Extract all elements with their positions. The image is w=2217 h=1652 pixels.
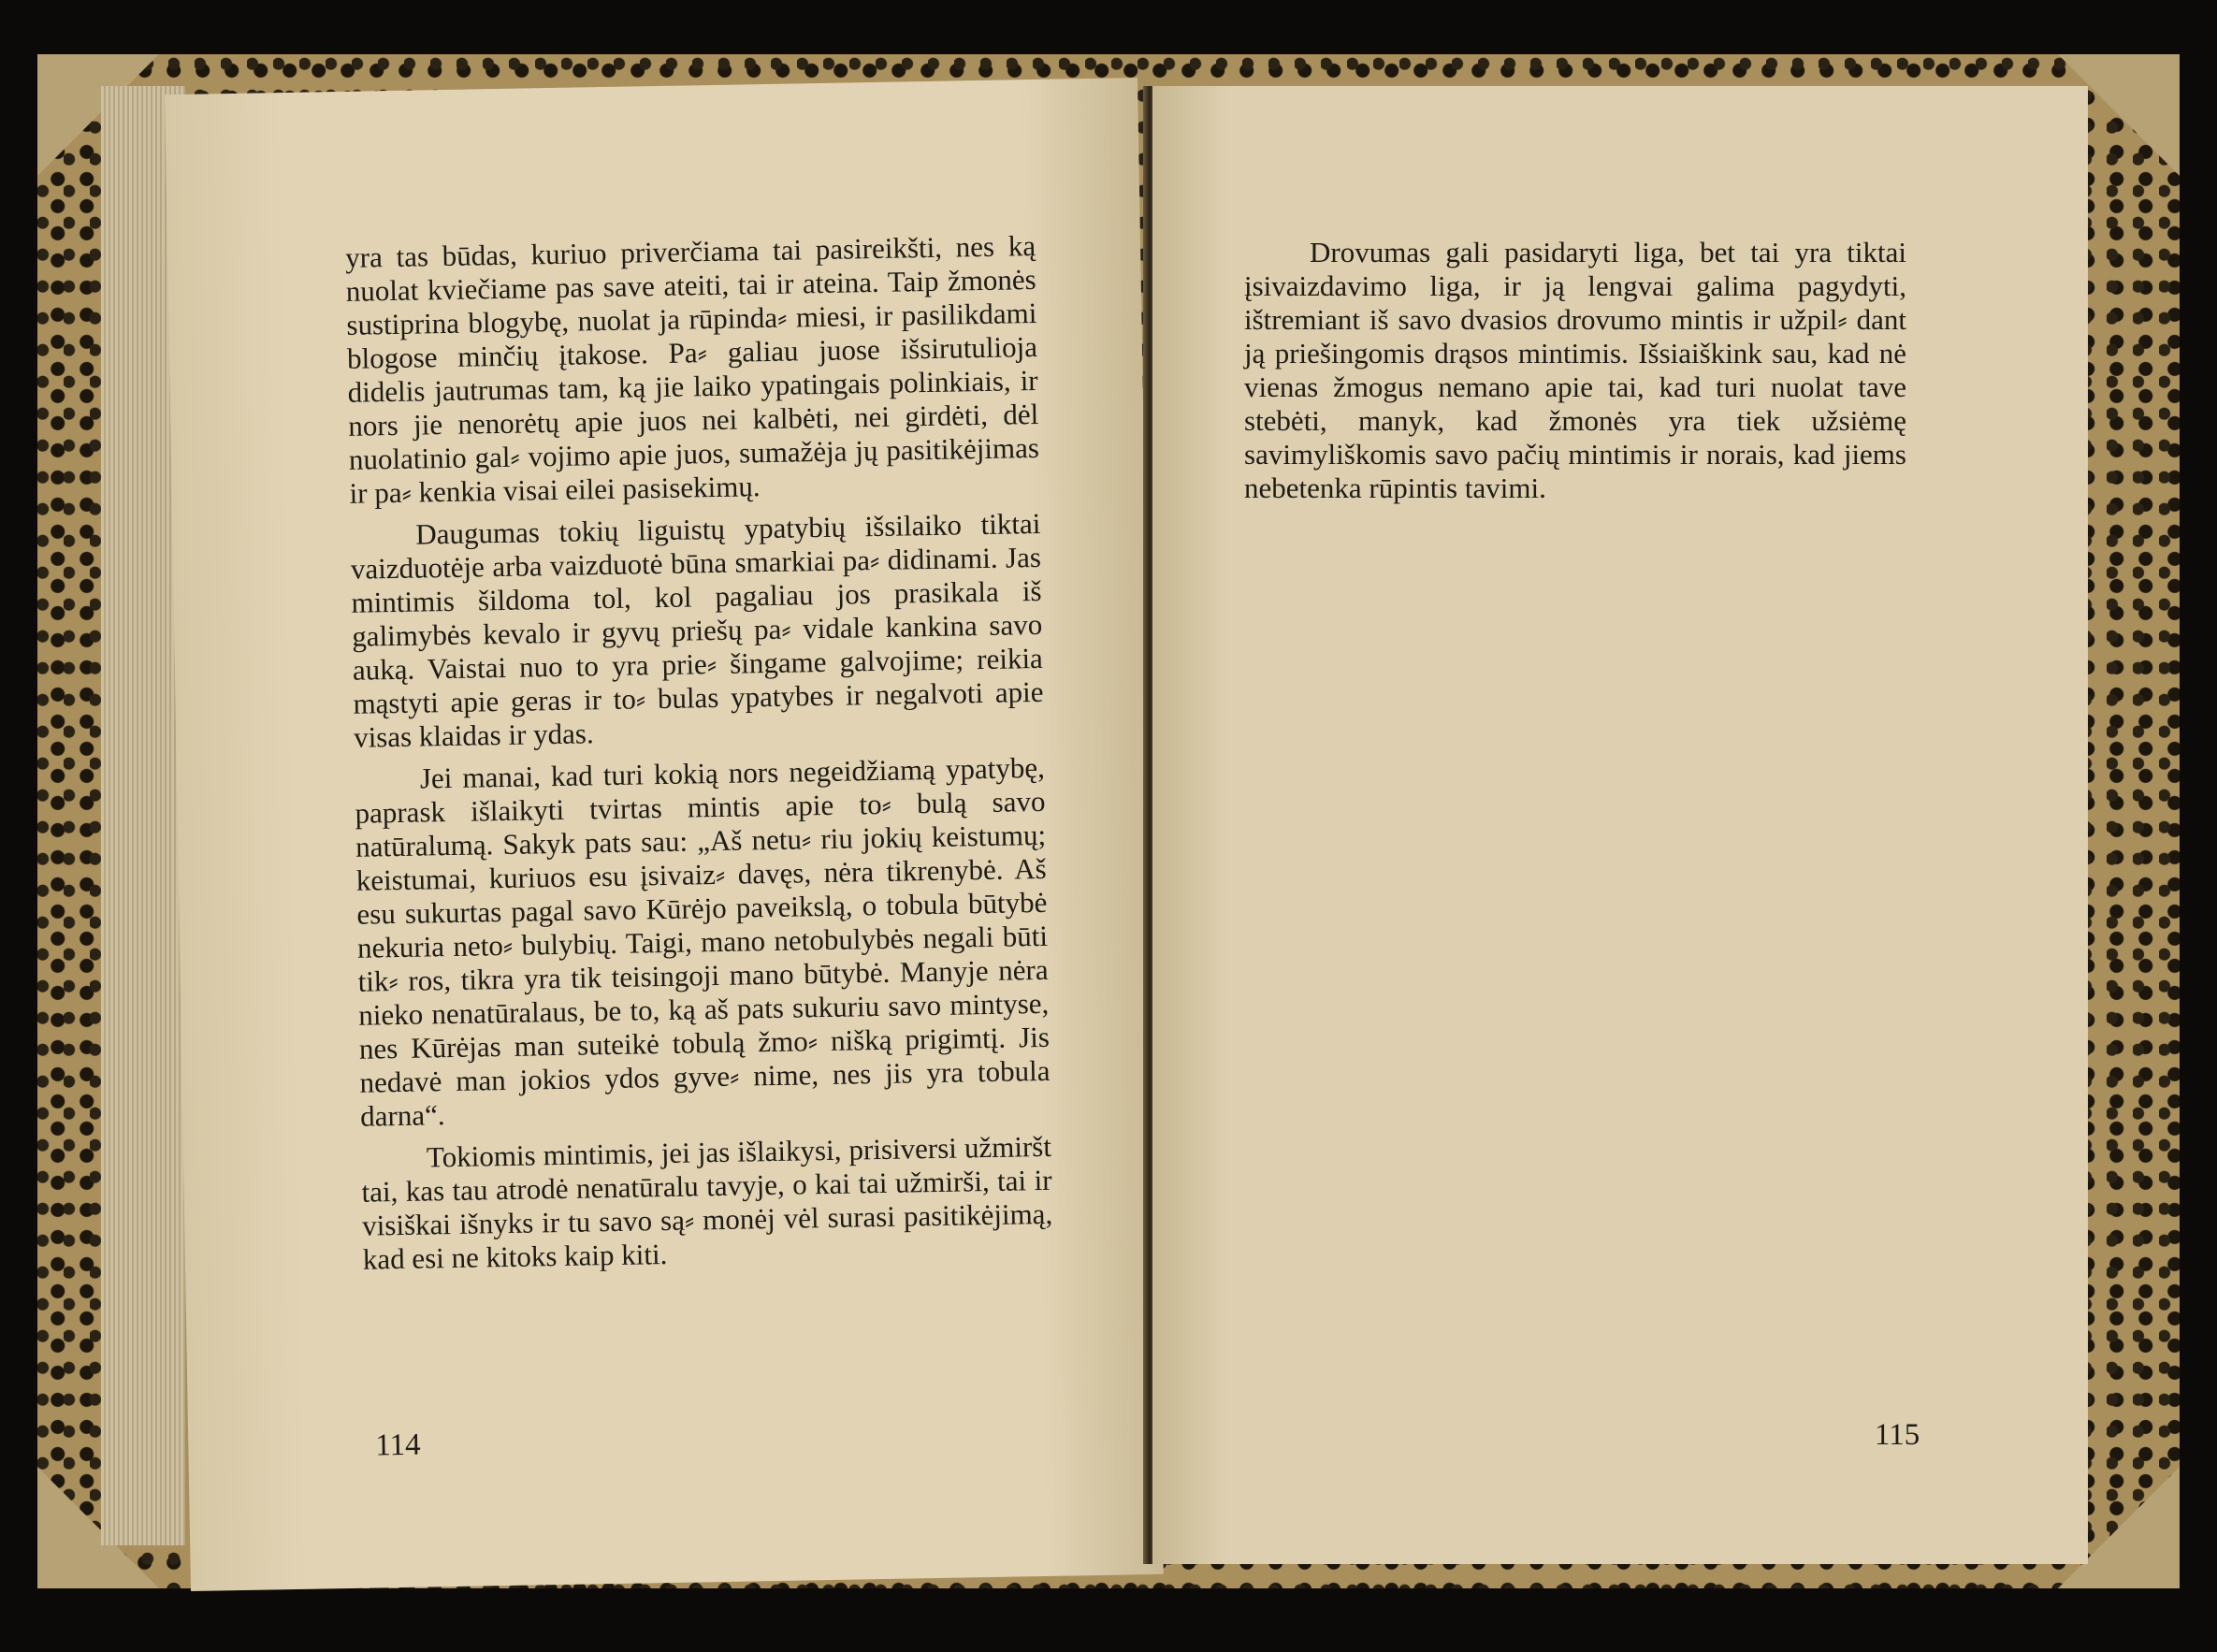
left-page-text (345, 229, 1053, 1285)
paragraph: Daugumas tokių liguistų ypatybių išsilaiko tiktai vaizduotėje arba vaizduotė būna smarkiai pa⸗ didinami. Jas mintimis šildoma tol, kol pagaliau jos prasikala iš galimybės kevalo ir gyvų priešų pa⸗ vidale kankina savo auką. Vaistai nuo to yra prie⸗ šingame galvojime; reikia mąstyti apie geras ir to⸗ bulas ypatybes ir negalvoti apie visas klaidas ir ydas. (350, 506, 1044, 754)
paragraph: Drovumas gali pasidaryti liga, bet tai yra tiktai įsivaizdavimo liga, ir ją lengvai galima pagydyti, ištremiant iš savo dvasios drovumo mintis ir užpil⸗ dant ją priešingomis drąsos mintimis. Išsiaiškink sau, kad nė vienas žmogus nemano apie tai, kad turi nuolat tave stebėti, manyk, kad žmonės yra tiek užsiėmę savimyliškomis savo pačių mintimis ir norais, kad jiems nebetenka rūpintis tavimi. (1244, 236, 1906, 504)
paragraph: Jei manai, kad turi kokią nors negeidžiamą ypatybę, paprask išlaikyti tvirtas mintis apie to⸗ bulą savo natūralumą. Sakyk pats sau: „Aš netu⸗ riu jokių keistumų; keistumai, kuriuos esu įsivaiz⸗ davęs, nėra tikrenybė. Aš esu sukurtas pagal savo Kūrėjo paveikslą, o tobula būtybė nekuria neto⸗ bulybių. Taigi, mano netobulybės negali būti tik⸗ ros, tikra yra tik teisingoji mano būtybė. Manyje nėra nieko nenatūralaus, be to, ką aš pats sukuriu savo mintyse, nes Kūrėjas man suteikė tobulą žmo⸗ nišką prigimtį. Jis nedavė man jokios ydos gyve⸗ nime, nes jis yra tobula darna“. (355, 750, 1051, 1133)
right-page-text (1244, 236, 1906, 514)
right-page (1152, 86, 2088, 1564)
page-number: 114 (375, 1427, 421, 1463)
left-page (165, 78, 1164, 1591)
paragraph: yra tas būdas, kuriuo priverčiama tai pasireikšti, nes ką nuolat kviečiame pas save ateiti, tai ir ateina. Taip žmonės sustiprina blogybę, nuolat ja rūpinda⸗ miesi, ir pasilikdami blogose minčių įtakose. Pa⸗ galiau juose išsirutulioja didelis jautrumas tam, ką jie laiko ypatingais polinkiais, ir nors jie nenorėtų apie juos nei kalbėti, nei girdėti, dėl nuolatinio gal⸗ vojimo apie juos, sumažėja jų pasitikėjimas ir pa⸗ kenkia visai eilei pasisekimų. (344, 228, 1040, 510)
paragraph: Tokiomis mintimis, jei jas išlaikysi, prisiversi užmiršt tai, kas tau atrodė nenatūralu tavyje, o kai tai užmirši, tai ir visiškai išnyks ir tu savo są⸗ monėj vėl surasi pasitikėjimą, kad esi ne kitoks kaip kiti. (361, 1129, 1053, 1276)
page-number: 115 (1875, 1418, 1920, 1452)
